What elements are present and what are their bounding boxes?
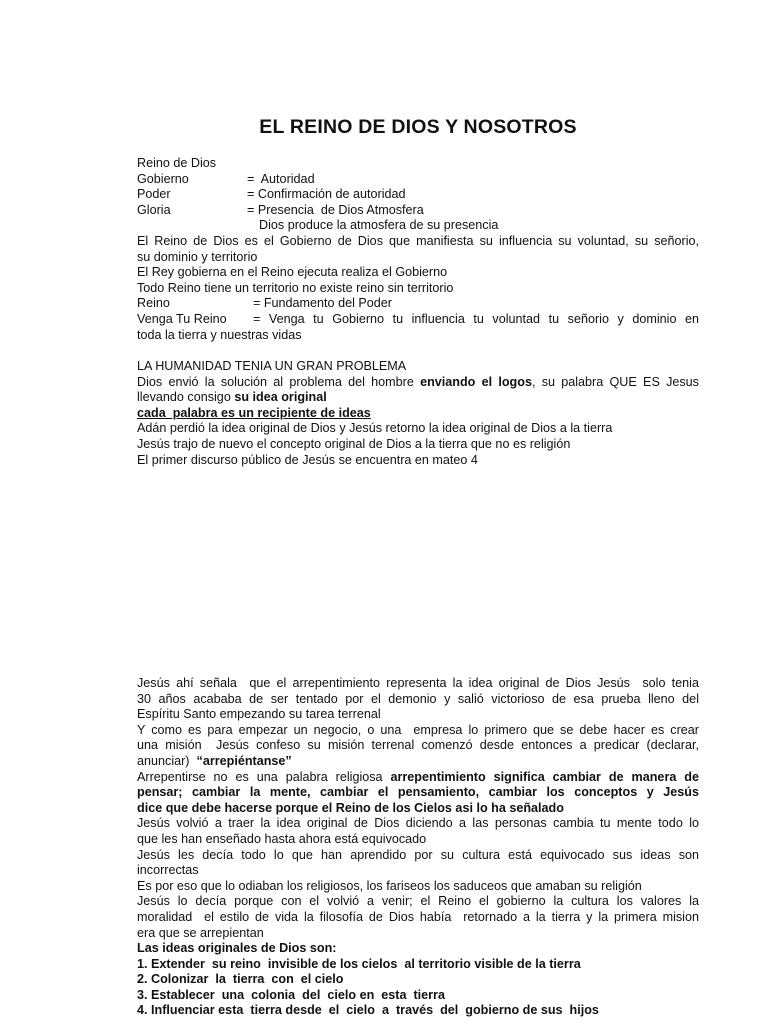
paragraph-line: una misión Jesús confeso su misión terrenal comenzó desde entonces a predicar (declarar, — [137, 738, 699, 753]
definition-value: = Autoridad — [247, 171, 315, 186]
definition-row — [137, 203, 699, 219]
definition-term: Venga Tu Reino — [137, 311, 227, 326]
definitions-heading: Reino de Dios — [137, 156, 217, 170]
paragraph-line: Adán perdió la idea original de Dios y Jesús retorno la idea original de Dios a la tierra — [137, 421, 613, 436]
repentance-section — [137, 676, 699, 1019]
paragraph-line: moralidad el estilo de vida la filosofía de Dios había retornado a la tierra y la primera mision — [137, 909, 699, 924]
bold-line: dice que debe hacerse porque el Reino de los Cielos asi lo ha señalado — [137, 800, 564, 815]
paragraph-line: su dominio y territorio — [137, 249, 258, 264]
paragraph-line: El Rey gobierna en el Reino ejecuta realiza el Gobierno — [137, 265, 448, 280]
definition-row — [137, 187, 699, 203]
paragraph-line: Jesús lo decía porque con el volvió a venir; el Reino el gobierno la cultura los valores la — [137, 894, 699, 909]
paragraph-line: El Reino de Dios es el Gobierno de Dios que manifiesta su influencia su voluntad, su señorio, — [137, 233, 699, 248]
paragraph-line: 30 años acababa de ser tentado por el demonio y salió victorioso de esa prueba lleno del — [137, 691, 699, 706]
document-title: EL REINO DE DIOS Y NOSOTROS — [259, 116, 577, 138]
bold-line: pensar; cambiar la mente, cambiar el pensamiento, cambiar los conceptos y Jesús — [137, 785, 699, 800]
definition-row — [137, 296, 699, 312]
bold-text: enviando el logos — [420, 374, 532, 389]
list-item — [137, 1003, 699, 1019]
definition-continuation: Dios produce la atmosfera de su presencia — [259, 218, 499, 233]
definition-term: Reino — [137, 296, 170, 311]
problem-section — [137, 359, 699, 468]
underlined-line: cada palabra es un recipiente de ideas — [137, 405, 371, 420]
paragraph-line: Jesús volvió a traer la idea original de Dios diciendo a las personas cambia tu mente todo lo — [137, 816, 699, 831]
list-item-text: Colonizar la tierra con el cielo — [151, 972, 344, 987]
paragraph-line: Todo Reino tiene un territorio no existe reino sin territorio — [137, 280, 454, 295]
definition-value: = Presencia de Dios Atmosfera — [247, 202, 424, 217]
definitions-section — [137, 156, 699, 343]
paragraph-line: Es por eso que lo odiaban los religiosos, los fariseos los saduceos que amaban su religión — [137, 878, 642, 893]
list-item-text: Establecer una colonia del cielo en esta tierra — [151, 987, 445, 1002]
definition-term: Poder — [137, 187, 171, 202]
text-run: Dios envió la solución al problema del hombre — [137, 374, 421, 389]
bold-text: “arrepiéntanse” — [196, 753, 292, 768]
ideas-list — [137, 957, 699, 1019]
text-run: , su palabra QUE ES Jesus — [531, 374, 699, 389]
list-heading: Las ideas originales de Dios son: — [137, 941, 337, 956]
list-number: 4. — [137, 1003, 148, 1018]
paragraph-line: Espíritu Santo empezando su tarea terrenal — [137, 707, 381, 722]
paragraph-line: Jesús les decía todo lo que han aprendido por su cultura está equivocado sus ideas son — [137, 847, 699, 862]
text-run: anunciar) — [137, 753, 197, 768]
list-item — [137, 972, 699, 988]
paragraph-line: toda la tierra y nuestras vidas — [137, 327, 302, 342]
paragraph-line: El primer discurso público de Jesús se encuentra en mateo 4 — [137, 452, 478, 467]
paragraph-line: Jesús ahí señala que el arrepentimiento representa la idea original de Dios Jesús solo tenia — [137, 676, 699, 690]
definition-value: = Fundamento del Poder — [253, 296, 392, 311]
list-item — [137, 988, 699, 1004]
list-number: 1. — [137, 956, 148, 971]
bold-text: su idea original — [234, 390, 327, 405]
definition-term: Gloria — [137, 202, 171, 217]
list-number: 2. — [137, 972, 148, 987]
text-run: llevando consigo — [137, 390, 235, 405]
bold-text: arrepentimiento significa cambiar de manera de — [390, 769, 699, 784]
paragraph-line — [137, 375, 699, 391]
definition-value: = Venga tu Gobierno tu influencia tu voluntad tu señorio y dominio en — [253, 311, 699, 326]
paragraph-line: Jesús trajo de nuevo el concepto original de Dios a la tierra que no es religión — [137, 436, 571, 451]
paragraph-line — [137, 754, 699, 770]
paragraph-line — [137, 390, 699, 406]
text-run: Arrepentirse no es una palabra religiosa — [137, 769, 391, 784]
paragraph-line — [137, 770, 699, 786]
list-item-text: Extender su reino invisible de los cielos al territorio visible de la tierra — [151, 956, 581, 971]
definition-term: Gobierno — [137, 171, 189, 186]
paragraph-line: que les han enseñado hasta ahora está equivocado — [137, 831, 427, 846]
paragraph-line: era que se arrepientan — [137, 925, 264, 940]
list-item-text: Influenciar esta tierra desde el cielo a través del gobierno de sus hijos — [151, 1003, 599, 1018]
definition-row — [137, 172, 699, 188]
list-item — [137, 957, 699, 973]
section-heading: LA HUMANIDAD TENIA UN GRAN PROBLEMA — [137, 359, 407, 373]
list-number: 3. — [137, 987, 148, 1002]
paragraph-line: incorrectas — [137, 863, 199, 878]
definition-row — [137, 312, 699, 328]
definition-value: = Confirmación de autoridad — [247, 187, 406, 202]
paragraph-line: Y como es para empezar un negocio, o una empresa lo primero que se debe hacer es crear — [137, 722, 699, 737]
